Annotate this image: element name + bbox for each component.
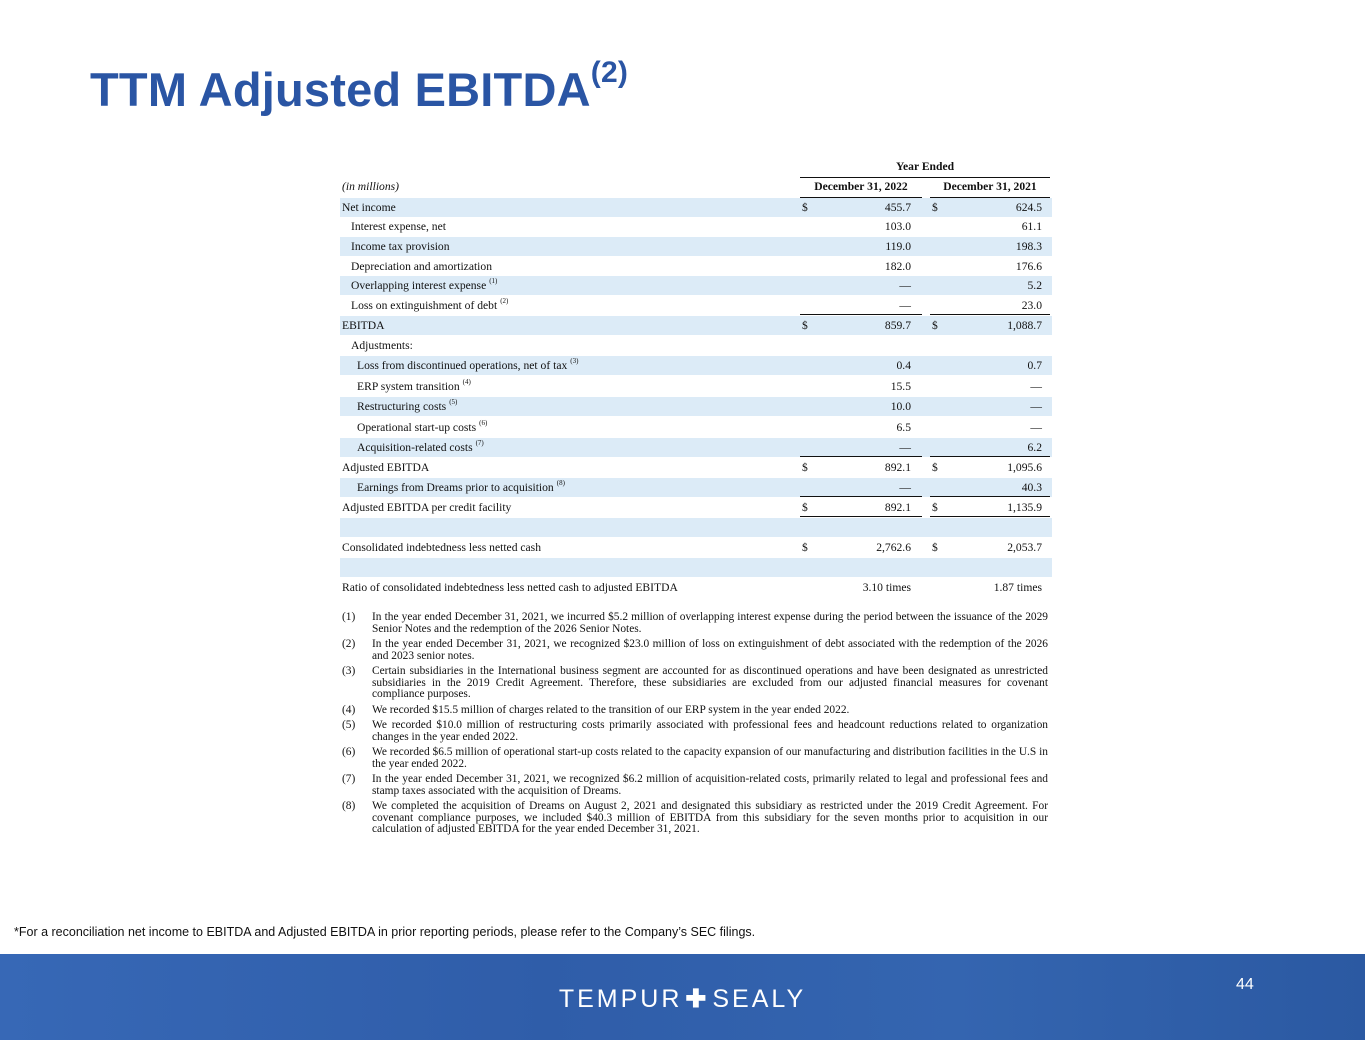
currency-2022: $ [802,501,808,514]
footnotes-list [342,612,1048,840]
footnote-number: (1) [342,611,356,623]
row-label-text: Loss from discontinued operations, net of tax [357,359,568,372]
table-row [340,276,1052,295]
value-2021: — [1030,400,1042,413]
footnote-number: (4) [342,703,356,716]
row-label-text: Overlapping interest expense [351,279,487,292]
value-2022: 119.0 [885,240,911,253]
rule-2022 [800,314,922,315]
row-label [351,279,497,292]
footnote-item [342,720,1048,743]
row-label [357,421,487,434]
row-label-text: ERP system transition [357,380,460,393]
footnote-ref: (2) [500,297,509,305]
row-label-text: Operational start-up costs [357,421,477,434]
row-label-text: Restructuring costs [357,400,447,413]
footnote-text: We recorded $10.0 million of restructuring costs primarily associated with professional fees and headcount reductions related to organization changes in the year ended 2022. [372,719,1048,743]
footnote-text: Certain subsidiaries in the International business segment are accounted for as discontinued operations and have been designated as unrestricted subsidiaries in the 2019 Credit Agreement. Therefore, these subsidiaries are excluded from our adjusted financial measures for covenant compliance purposes. [372,665,1048,700]
value-2021: 624.5 [1015,201,1042,214]
year-ended-label: Year Ended [895,160,955,173]
row-label [342,201,396,214]
footnote-text: We recorded $15.5 million of charges related to the transition of our ERP system in the year ended 2022. [372,703,850,716]
footnote-ref: (7) [475,439,484,447]
value-2021: 40.3 [1021,481,1042,494]
footnote-ref: (8) [556,479,565,487]
value-2022: — [899,481,911,494]
value-2022: 859.7 [884,319,911,332]
row-label [342,461,429,474]
row-label [351,240,450,253]
row-label-text: Ratio of consolidated indebtedness less netted cash to adjusted EBITDA [342,581,678,594]
value-2022: 182.0 [884,260,911,273]
value-2022: 892.1 [884,461,911,474]
footnote-number: (5) [342,719,356,731]
value-2021: 61.1 [1021,220,1042,233]
value-2022: — [899,279,911,292]
logo-left: TEMPUR [558,985,683,1013]
row-label [357,481,565,494]
row-label [357,441,484,454]
row-label-text: Earnings from Dreams prior to acquisition [357,481,554,494]
rule-2022 [800,456,922,457]
table-row [340,498,1052,517]
value-2021: 5.2 [1027,279,1042,292]
value-2022: 0.4 [896,359,911,372]
value-2021: 198.3 [1015,240,1042,253]
table-row [340,296,1052,315]
footnote-item [342,666,1048,701]
footnote-number: (8) [342,800,356,812]
value-2022: 3.10 times [862,581,911,594]
footnote-number: (3) [342,665,356,677]
table-row [340,418,1052,437]
value-2022: 6.5 [896,421,911,434]
value-2022: 892.1 [884,501,911,514]
value-2022: 2,762.6 [876,541,911,554]
value-2021: 1.87 times [993,581,1042,594]
value-2022: — [899,299,911,312]
currency-2021: $ [932,501,938,514]
row-label-text: Adjustments: [351,339,413,352]
row-label [351,220,446,233]
table-row [340,397,1052,416]
row-label-text: Income tax provision [351,240,450,253]
table-row [340,217,1052,236]
reconciliation-footnote: *For a reconciliation net income to EBITDA and Adjusted EBITDA in prior reporting periods, please refer to the Company’s SEC filings. [14,925,756,939]
row-label [342,319,385,332]
row-label-text: Adjusted EBITDA per credit facility [342,501,512,514]
row-label-text: Net income [342,201,396,214]
value-2021: 1,088.7 [1007,319,1042,332]
table-row [340,356,1052,375]
value-2021: 1,095.6 [1007,461,1042,474]
year-ended-header [800,160,1050,178]
column-header-row [340,178,1052,196]
page-number: 44 [1236,976,1254,993]
value-2021: 2,053.7 [1007,541,1042,554]
value-2021: 1,135.9 [1007,501,1042,514]
footnote-item [342,774,1048,797]
footnote-text: In the year ended December 31, 2021, we incurred $5.2 million of overlapping interest expense during the period between the issuance of the 2029 Senior Notes and the redemption of the 2026 Senior Notes. [372,611,1048,635]
table-row [340,578,1052,597]
footnote-ref: (3) [570,357,579,365]
page-title-superscript: (2) [590,56,629,89]
value-2022: — [899,441,911,454]
currency-2021: $ [932,541,938,554]
value-2021: 23.0 [1021,299,1042,312]
value-2021: 6.2 [1027,441,1042,454]
col-2021-header: December 31, 2021 [943,180,1037,193]
footnote-item [342,612,1048,635]
col-2022-header: December 31, 2022 [814,180,908,193]
currency-2022: $ [802,461,808,474]
row-label [351,260,492,273]
value-2022: 103.0 [884,220,911,233]
footnote-item [342,801,1048,836]
value-2022: 15.5 [890,380,911,393]
footnote-number: (7) [342,773,356,785]
row-label [351,299,508,312]
tempur-sealy-logo [0,984,1365,1014]
currency-2022: $ [802,319,808,332]
value-2021: — [1030,380,1042,393]
row-label-text: Adjusted EBITDA [342,461,430,474]
rule-2021 [930,314,1050,315]
rule-2021 [930,456,1050,457]
row-label [357,400,457,413]
page-title [90,56,629,117]
row-label-text: EBITDA [342,319,385,332]
row-label-text: Loss on extinguishment of debt [351,299,498,312]
table-row [340,538,1052,557]
footnote-ref: (1) [489,277,498,285]
footer-bar [0,954,1365,1040]
footnote-text: We recorded $6.5 million of operational start-up costs related to the capacity expansion of our manufacturing and distribution facilities in the U.S in the year ended 2022. [372,746,1048,770]
row-label-text: Interest expense, net [351,220,446,233]
table-row [340,458,1052,477]
footnote-number: (2) [342,638,356,650]
footnote-ref: (6) [479,419,488,427]
footnote-ref: (5) [449,398,458,406]
row-label [342,501,511,514]
footnote-text: In the year ended December 31, 2021, we recognized $6.2 million of acquisition-related costs, primarily related to legal and professional fees and stamp taxes associated with the acquisition of Dreams. [372,773,1048,797]
value-2022: 455.7 [884,201,911,214]
units-label: (in millions) [342,180,400,193]
table-row [340,316,1052,335]
value-2021: 0.7 [1027,359,1042,372]
footnote-item [342,639,1048,662]
table-row [340,336,1052,355]
table-row [340,377,1052,396]
footnote-ref: (4) [462,378,471,386]
table-row [340,558,1052,577]
footnote-text: We completed the acquisition of Dreams on August 2, 2021 and designated this subsidiary as restricted under the 2019 Credit Agreement. For covenant compliance purposes, we included $40.3 million of EBITDA from this subsidiary for the seven months prior to acquisition in our calculation of adjusted EBITDA for the year ended December 31, 2021. [372,800,1048,835]
row-label-text: Acquisition-related costs [357,441,473,454]
table-row [340,257,1052,276]
row-label [351,339,413,352]
currency-2022: $ [802,201,808,214]
table-row [340,438,1052,457]
row-label [357,380,471,393]
currency-2022: $ [802,541,808,554]
currency-2021: $ [932,201,938,214]
row-label [342,581,678,594]
value-2022: 10.0 [890,400,911,413]
logo-right: SEALY [712,985,807,1013]
rule-2022 [800,496,922,497]
row-label-text: Depreciation and amortization [351,260,492,273]
value-2021: 176.6 [1015,260,1042,273]
currency-2021: $ [932,461,938,474]
row-label-text: Consolidated indebtedness less netted cash [342,541,541,554]
plus-icon: ✚ [685,985,710,1013]
table-row [340,198,1052,217]
page-title-text: TTM Adjusted EBITDA [90,63,591,116]
row-label [342,541,541,554]
table-row [340,518,1052,537]
footnote-number: (6) [342,746,356,758]
footnote-item [342,747,1048,770]
value-2021: — [1030,421,1042,434]
footnote-text: In the year ended December 31, 2021, we recognized $23.0 million of loss on extinguishment of debt associated with the redemption of the 2026 and 2023 senior notes. [372,638,1048,662]
currency-2021: $ [932,319,938,332]
rule-2021 [930,496,1050,497]
table-row [340,237,1052,256]
table-row [340,478,1052,497]
footnote-item [342,705,1048,717]
row-label [357,359,578,372]
